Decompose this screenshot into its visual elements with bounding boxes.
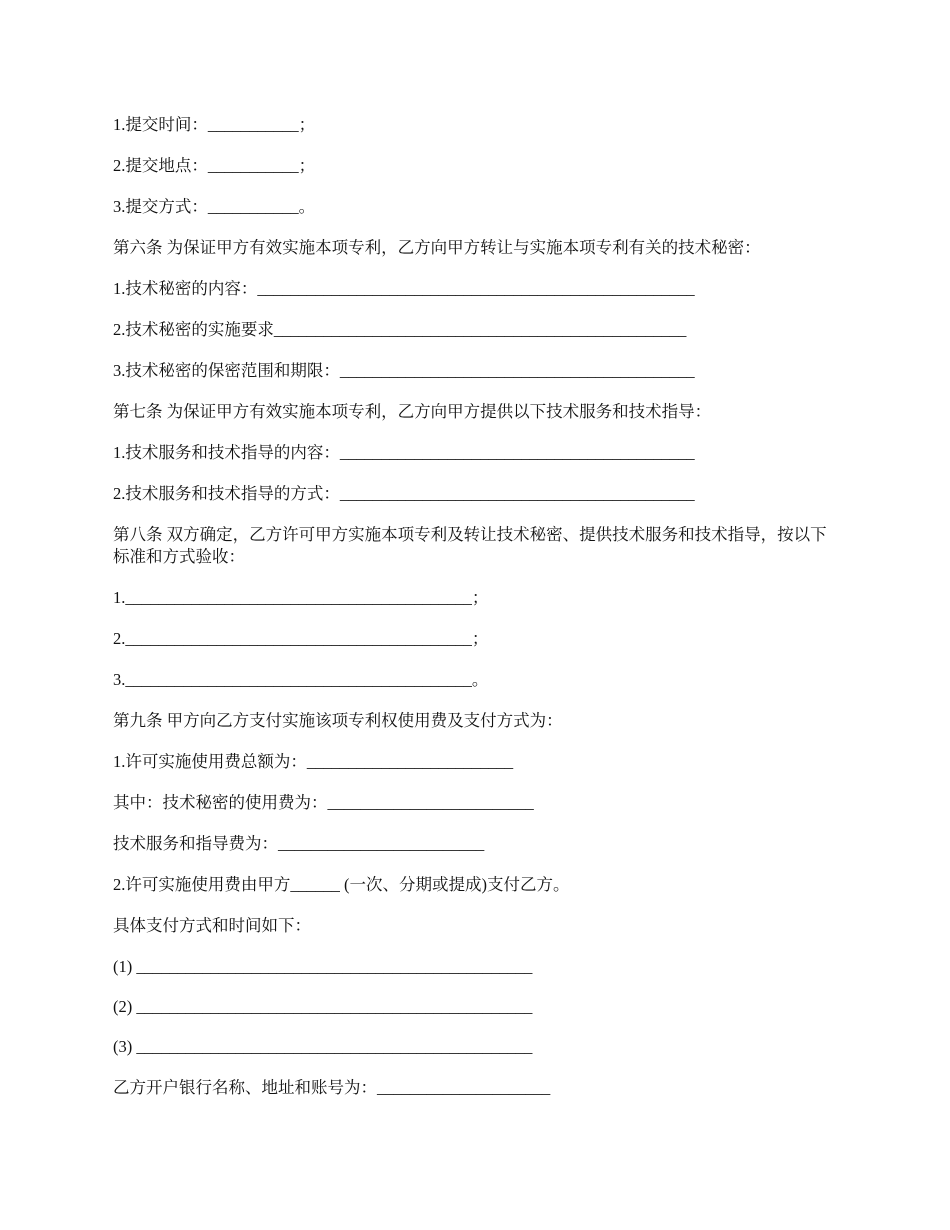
payment-method-line: 2.许可实施使用费由甲方______ (一次、分期或提成)支付乙方。 [113,875,570,894]
secret-scope-line: 3.技术秘密的保密范围和期限：___________________________________________ [113,361,695,380]
bank-account-line: 乙方开户银行名称、地址和账号为：_____________________ [113,1078,551,1097]
article-7-heading: 第七条 为保证甲方有效实施本项专利，乙方向甲方提供以下技术服务和技术指导： [113,402,712,421]
service-method-line: 2.技术服务和技术指导的方式：___________________________________________ [113,484,695,503]
payment-details-heading: 具体支付方式和时间如下： [113,916,311,935]
acceptance-item-1: 1.__________________________________________； [113,588,489,607]
payment-item-1: (1) ________________________________________________ [113,957,533,976]
submit-time-line: 1.提交时间：___________； [113,115,316,134]
payment-item-3: (3) ________________________________________________ [113,1037,533,1056]
service-content-line: 1.技术服务和技术指导的内容：___________________________________________ [113,443,695,462]
acceptance-item-3: 3.__________________________________________。 [113,670,489,689]
secret-content-line: 1.技术秘密的内容：_____________________________________________________ [113,279,695,298]
submit-method-line: 3.提交方式：___________。 [113,197,316,216]
total-fee-line: 1.许可实施使用费总额为：_________________________ [113,752,514,771]
secret-fee-line: 其中：技术秘密的使用费为：_________________________ [113,793,534,812]
article-8-heading: 第八条 双方确定，乙方许可甲方实施本项专利及转让技术秘密、提供技术服务和技术指导，按以下标准和方式验收： [113,525,827,566]
acceptance-item-2: 2.__________________________________________； [113,629,489,648]
submit-place-line: 2.提交地点：___________； [113,156,316,175]
service-fee-line: 技术服务和指导费为：_________________________ [113,834,485,853]
article-6-heading: 第六条 为保证甲方有效实施本项专利，乙方向甲方转让与实施本项专利有关的技术秘密： [113,238,761,257]
secret-requirement-line: 2.技术秘密的实施要求__________________________________________________ [113,320,687,339]
article-9-heading: 第九条 甲方向乙方支付实施该项专利权使用费及支付方式为： [113,711,563,730]
payment-item-2: (2) ________________________________________________ [113,997,533,1016]
